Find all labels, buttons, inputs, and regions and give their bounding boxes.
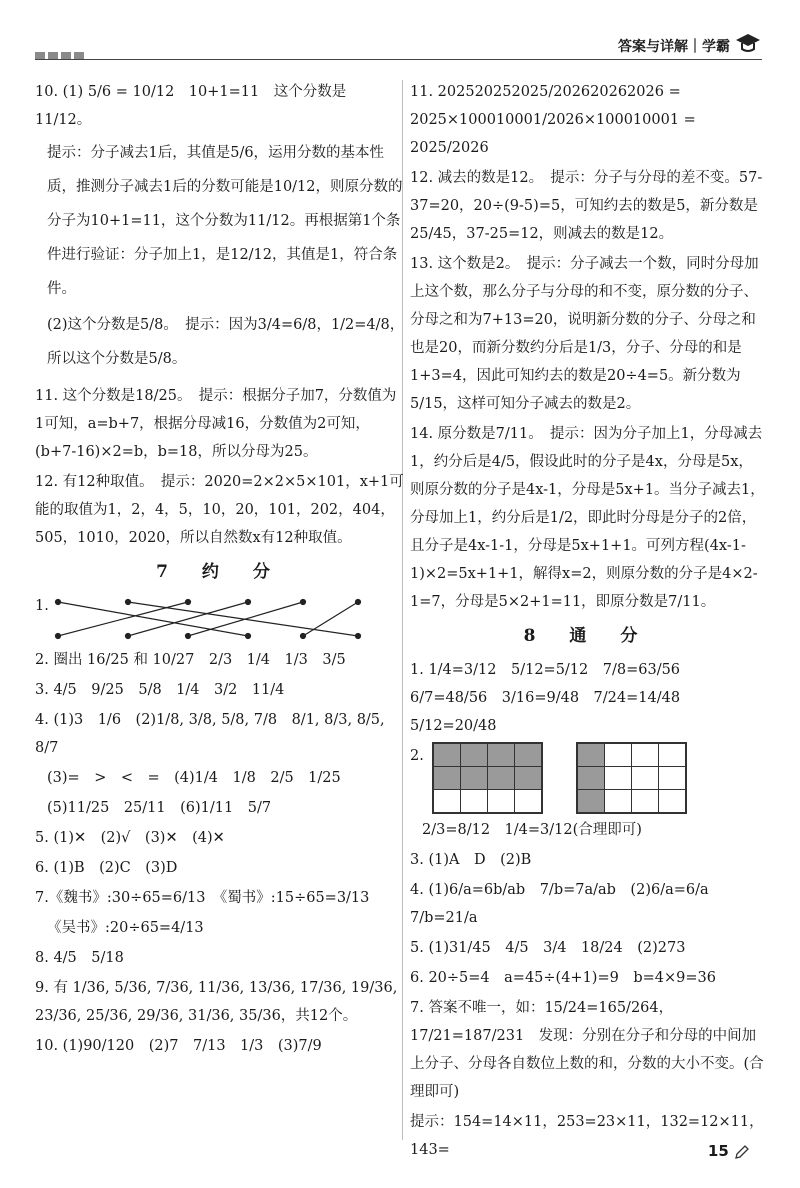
- answer-8-7: 7. 答案不唯一，如：15/24=165/264，17/21=187/231 发现：分别在分子和分母的中间加上分子、分母各自数位上数的和，分数的大小不变。(合理即可): [410, 1000, 764, 1100]
- answer-12: 12. 有12种取值。 提示：2020=2×2×5×101，x+1可能的取值为1，2，4，5，10，20，101，202，404，505，1010，2020，所以自然数x有12种取值。: [35, 474, 404, 546]
- answer-8-2-text: 2/3=8/12 1/4=3/12(合理即可): [422, 822, 642, 838]
- answer-8-6: 6. 20÷5=4 a=45÷(4+1)=9 b=4×9=36: [410, 970, 716, 986]
- pencil-icon: [734, 1144, 750, 1160]
- right-column: [410, 78, 765, 1166]
- answer-7-4c: (5)11/25 25/11 (6)1/11 5/7: [47, 800, 272, 816]
- header-bars-decoration: [35, 48, 87, 64]
- answer-7-1-label: 1.: [35, 598, 49, 614]
- answer-7-3: 3. 4/5 9/25 5/8 1/4 3/2 11/4: [35, 682, 285, 698]
- answer-7-2: 2. 圈出 16/25 和 10/27 2/3 1/4 1/3 3/5: [35, 652, 346, 668]
- answer-8-4: 4. (1)6/a=6b/ab 7/b=7a/ab (2)6/a=6/a 7/b=21/a: [410, 882, 724, 926]
- answer-8-2-label: 2.: [410, 748, 424, 764]
- section-8-title: 8 通 分: [523, 626, 652, 646]
- section-7-title: 7 约 分: [156, 562, 284, 582]
- answer-12-right: 12. 减去的数是12。 提示：分子与分母的差不变。57-37=20，20÷(9-5)=5，可知约去的数是5，新分数是25/45，37-25=12，则减去的数是12。: [410, 170, 763, 242]
- answer-8-7-tip: 提示：154=14×11，253=23×11，132=12×11，143=: [410, 1114, 764, 1158]
- answer-7-5: 5. (1)✕ (2)√ (3)✕ (4)✕: [35, 830, 225, 846]
- header-title: 答案与详解｜学霸: [618, 39, 730, 55]
- answer-8-1: 1. 1/4=3/12 5/12=5/12 7/8=63/56 6/7=48/56 3/16=9/48 7/24=14/48 5/12=20/48: [410, 662, 695, 734]
- page-footer: [708, 1142, 750, 1160]
- answer-7-8: 8. 4/5 5/18: [35, 950, 124, 966]
- answer-7-7a: 7.《魏书》:30÷65=6/13 《蜀书》:15÷65=3/13: [35, 890, 370, 906]
- answer-7-1: [35, 592, 405, 644]
- answer-13-right: 13. 这个数是2。 提示：分子减去一个数，同时分母加上这个数，那么分子与分母的和不变，原分数的分子、分母之和为7+13=20，说明新分数的分子、分母之和也是20，而新分数约分后是1/3，分子、分母的和是1+3=4，因此可知约去的数是20÷4=5。新分数为5/15，这样可知分子减去的数是2。: [410, 256, 759, 412]
- answer-10-part2: (2)这个分数是5/8。 提示：因为3/4=6/8，1/2=4/8，所以这个分数是5/8。: [47, 317, 405, 367]
- answer-8-5: 5. (1)31/45 4/5 3/4 18/24 (2)273: [410, 940, 686, 956]
- header-rule: [35, 59, 762, 60]
- answer-7-7b: 《吴书》:20÷65=4/13: [47, 920, 204, 936]
- answer-10-tip: 提示：分子减去1后，其值是5/6，运用分数的基本性质，推测分子减去1后的分数可能是10/12，则原分数的分子为10+1=11，这个分数为11/12。再根据第1个条件进行验证：分子加上1，是12/12，其值是1，符合条件。: [47, 145, 403, 297]
- answer-7-6: 6. (1)B (2)C (3)D: [35, 860, 178, 876]
- answer-7-4b: (3)= > < = (4)1/4 1/8 2/5 1/25: [47, 770, 341, 786]
- page-number: 15: [707, 1142, 729, 1160]
- answer-8-2: [410, 742, 765, 814]
- matching-lines-diagram: [53, 594, 373, 644]
- page-header: [0, 0, 800, 62]
- answer-7-10: 10. (1)90/120 (2)7 7/13 1/3 (3)7/9: [35, 1038, 322, 1054]
- answer-8-3: 3. (1)A D (2)B: [410, 852, 532, 868]
- answer-10-part1: 10. (1) 5/6 = 10/12 10+1=11 这个分数是 11/12。: [35, 84, 347, 128]
- answer-7-4a: 4. (1)3 1/6 (2)1/8, 3/8, 5/8, 7/8 8/1, 8/3, 8/5, 8/7: [35, 712, 385, 756]
- grid-two-thirds-diagram: [432, 742, 543, 814]
- answer-7-9: 9. 有 1/36, 5/36, 7/36, 11/36, 13/36, 17/36, 19/36, 23/36, 25/36, 29/36, 31/36, 35/36，共12个。: [35, 980, 398, 1024]
- answer-14-right: 14. 原分数是7/11。 提示：因为分子加上1，分母减去1，约分后是4/5，假设此时的分子是4x，分母是5x，则原分数的分子是4x-1，分母是5x+1。当分子减去1，分母加上1，约分后是1/2，即此时分母是分子的2倍，且分子是4x-1-1，分母是5x+1+1。可列方程(4x-1-1)×2=5x+1+1，解得x=2，则原分数的分子是4×2-1=7，分母是5×2+1=11，即原分数是7/11。: [410, 426, 765, 610]
- answer-11: 11. 这个分数是18/25。 提示：根据分子加7，分数值为1可知，a=b+7，根据分母减16，分数值为2可知，(b+7-16)×2=b，b=18，所以分母为25。: [35, 388, 397, 460]
- answer-11-right: 11. 202520252025/202620262026 = 2025×100010001/2026×100010001 = 2025/2026: [410, 84, 696, 156]
- graduation-cap-icon: [734, 32, 762, 54]
- grid-one-quarter-diagram: [576, 742, 687, 814]
- left-column: [35, 78, 405, 1062]
